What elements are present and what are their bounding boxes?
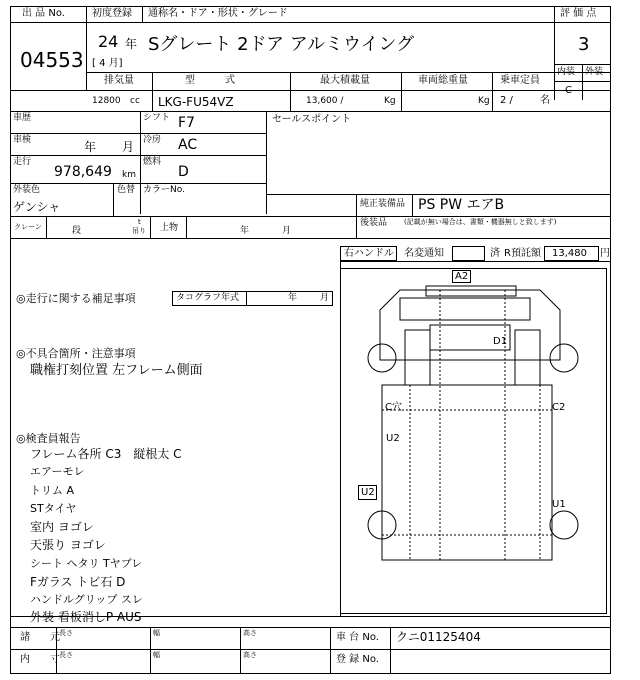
capacity-label: 乗車定員 <box>500 75 540 86</box>
deposit-label: R預託額 <box>504 248 541 259</box>
ext-color-label: 外装色 <box>13 185 41 195</box>
inspector-item: トリム A <box>30 484 75 497</box>
displacement-unit: cc <box>130 96 140 106</box>
crane-label: クレーン <box>14 223 42 231</box>
steering-label: 右ハンドル <box>344 248 394 259</box>
inspector-title: ◎検査員報告 <box>16 432 81 445</box>
fuel-label: 燃料 <box>143 157 162 167</box>
genuine-equip-label: 純正装備品 <box>360 199 406 209</box>
aircon-value: AC <box>178 137 198 153</box>
inspector-item: シート ヘタリ Tヤブレ <box>30 557 143 570</box>
mileage-value: 978,649 <box>54 164 112 180</box>
sales-point-label: セールスポイント <box>272 114 352 125</box>
damage-label-d1: D1 <box>493 336 508 347</box>
footer-length-label: 長さ <box>59 629 73 637</box>
inspector-item: ハンドルグリップ スレ <box>30 593 143 606</box>
crane-stage: 段 <box>72 226 82 236</box>
max-load-label: 最大積載量 <box>320 75 370 86</box>
name-label: 通称名・ドア・形状・グレード <box>148 8 288 19</box>
lot-no: 04553 <box>20 48 84 72</box>
aftermarket-label: 後装品 <box>360 218 388 228</box>
defect-item: 職権打刻位置 左フレーム側面 <box>30 363 203 378</box>
footer-specs-label: 諸 元 <box>20 632 60 643</box>
damage-label-c-hole: C穴 <box>385 402 402 413</box>
color-no-label: 色替 <box>117 185 136 195</box>
max-load-unit: Kg <box>384 96 396 106</box>
inspector-item: エアーモレ <box>30 465 85 478</box>
name-change-label: 名変通知 <box>404 248 444 259</box>
gvw-label: 車両総重量 <box>418 75 468 86</box>
footer-height-label: 高さ <box>243 651 257 659</box>
color-code-label: カラーNo. <box>143 185 185 195</box>
history-label: 車歴 <box>13 113 32 123</box>
chassis-label: 車 台 No. <box>336 632 379 643</box>
interior-grade: C <box>565 85 572 96</box>
damage-label-u2-box: U2 <box>361 487 375 498</box>
damage-label-u1: U1 <box>552 499 566 510</box>
inspector-item: フレーム各所 C3 縦根太 C <box>30 447 182 461</box>
footer-height-label: 高さ <box>243 629 257 637</box>
first-reg-label: 初度登録 <box>92 8 132 19</box>
genuine-equip-value: PS PW エアB <box>418 197 505 213</box>
reg-label: 登 録 No. <box>336 654 379 665</box>
damage-label-a2: A2 <box>455 271 469 282</box>
chassis-no: クニ01125404 <box>396 630 481 644</box>
grade-value: 3 <box>578 34 590 55</box>
fuel-value: D <box>178 164 189 180</box>
tacho-year: 年 <box>288 293 298 303</box>
lot-no-label: 出 品 No. <box>22 8 65 19</box>
model-label: 型 式 <box>185 75 235 86</box>
truck-diagram <box>341 269 607 614</box>
shift-label: シフト <box>143 113 171 123</box>
crane-ton-top: t <box>138 218 141 226</box>
tachograph-label: タコグラフ年式 <box>176 293 240 303</box>
month-value: [ 4 月] <box>92 58 123 69</box>
inspector-item: 天張り ヨゴレ <box>30 538 106 552</box>
model-value: LKG-FU54VZ <box>158 95 234 109</box>
crane-ton: 吊り <box>132 227 146 235</box>
ext-color-value: ゲンシャ <box>13 200 61 214</box>
loader-year: 年 <box>240 226 250 236</box>
inspection-label: 車検 <box>13 135 32 145</box>
capacity-unit: 名 <box>540 95 550 106</box>
mileage-label: 走行 <box>13 157 32 167</box>
damage-label-c2: C2 <box>552 402 566 413</box>
car-name: Sグレート 2ドア アルミウイング <box>148 34 415 55</box>
inspection-month: 月 <box>122 140 135 154</box>
year-unit: 年 <box>125 37 138 51</box>
inspector-item: 室内 ヨゴレ <box>30 520 94 534</box>
loader-label: 上物 <box>160 223 179 233</box>
grade-label: 評 価 点 <box>560 8 597 19</box>
interior-label: 内装 <box>557 67 576 77</box>
defects-title: ◎不具合箇所・注意事項 <box>16 347 136 360</box>
aircon-label: 冷房 <box>143 135 162 145</box>
max-load-value: 13,600 / <box>306 96 344 106</box>
driving-title: ◎走行に関する補足事項 <box>16 292 136 305</box>
inspection-year: 年 <box>84 140 97 154</box>
aftermarket-note: (記載が無い場合は、書類・機器無しと致します) <box>404 218 557 226</box>
footer-width-label: 幅 <box>153 629 160 637</box>
tacho-month: 月 <box>320 293 330 303</box>
footer-inner-label: 内 寸 <box>20 654 60 665</box>
capacity-value: 2 / <box>500 95 513 106</box>
footer-width-label: 幅 <box>153 651 160 659</box>
footer-length-label: 長さ <box>59 651 73 659</box>
loader-month: 月 <box>282 226 292 236</box>
inspector-item: STタイヤ <box>30 502 77 515</box>
displacement-label: 排気量 <box>104 75 134 86</box>
mileage-unit: km <box>122 170 136 180</box>
inspector-item: 外装 看板消しP AUS <box>30 610 142 624</box>
gvw-unit: Kg <box>478 96 490 106</box>
deposit-prefix: 済 <box>490 248 500 259</box>
displacement-value: 12800 <box>92 96 121 106</box>
deposit-value: 13,480 <box>552 248 587 259</box>
shift-value: F7 <box>178 115 195 131</box>
year-value: 24 <box>98 32 119 51</box>
exterior-label: 外装 <box>585 67 604 77</box>
inspector-item: Fガラス トビ石 D <box>30 575 126 589</box>
damage-label-u2: U2 <box>386 433 400 444</box>
deposit-unit: 円 <box>600 248 610 259</box>
